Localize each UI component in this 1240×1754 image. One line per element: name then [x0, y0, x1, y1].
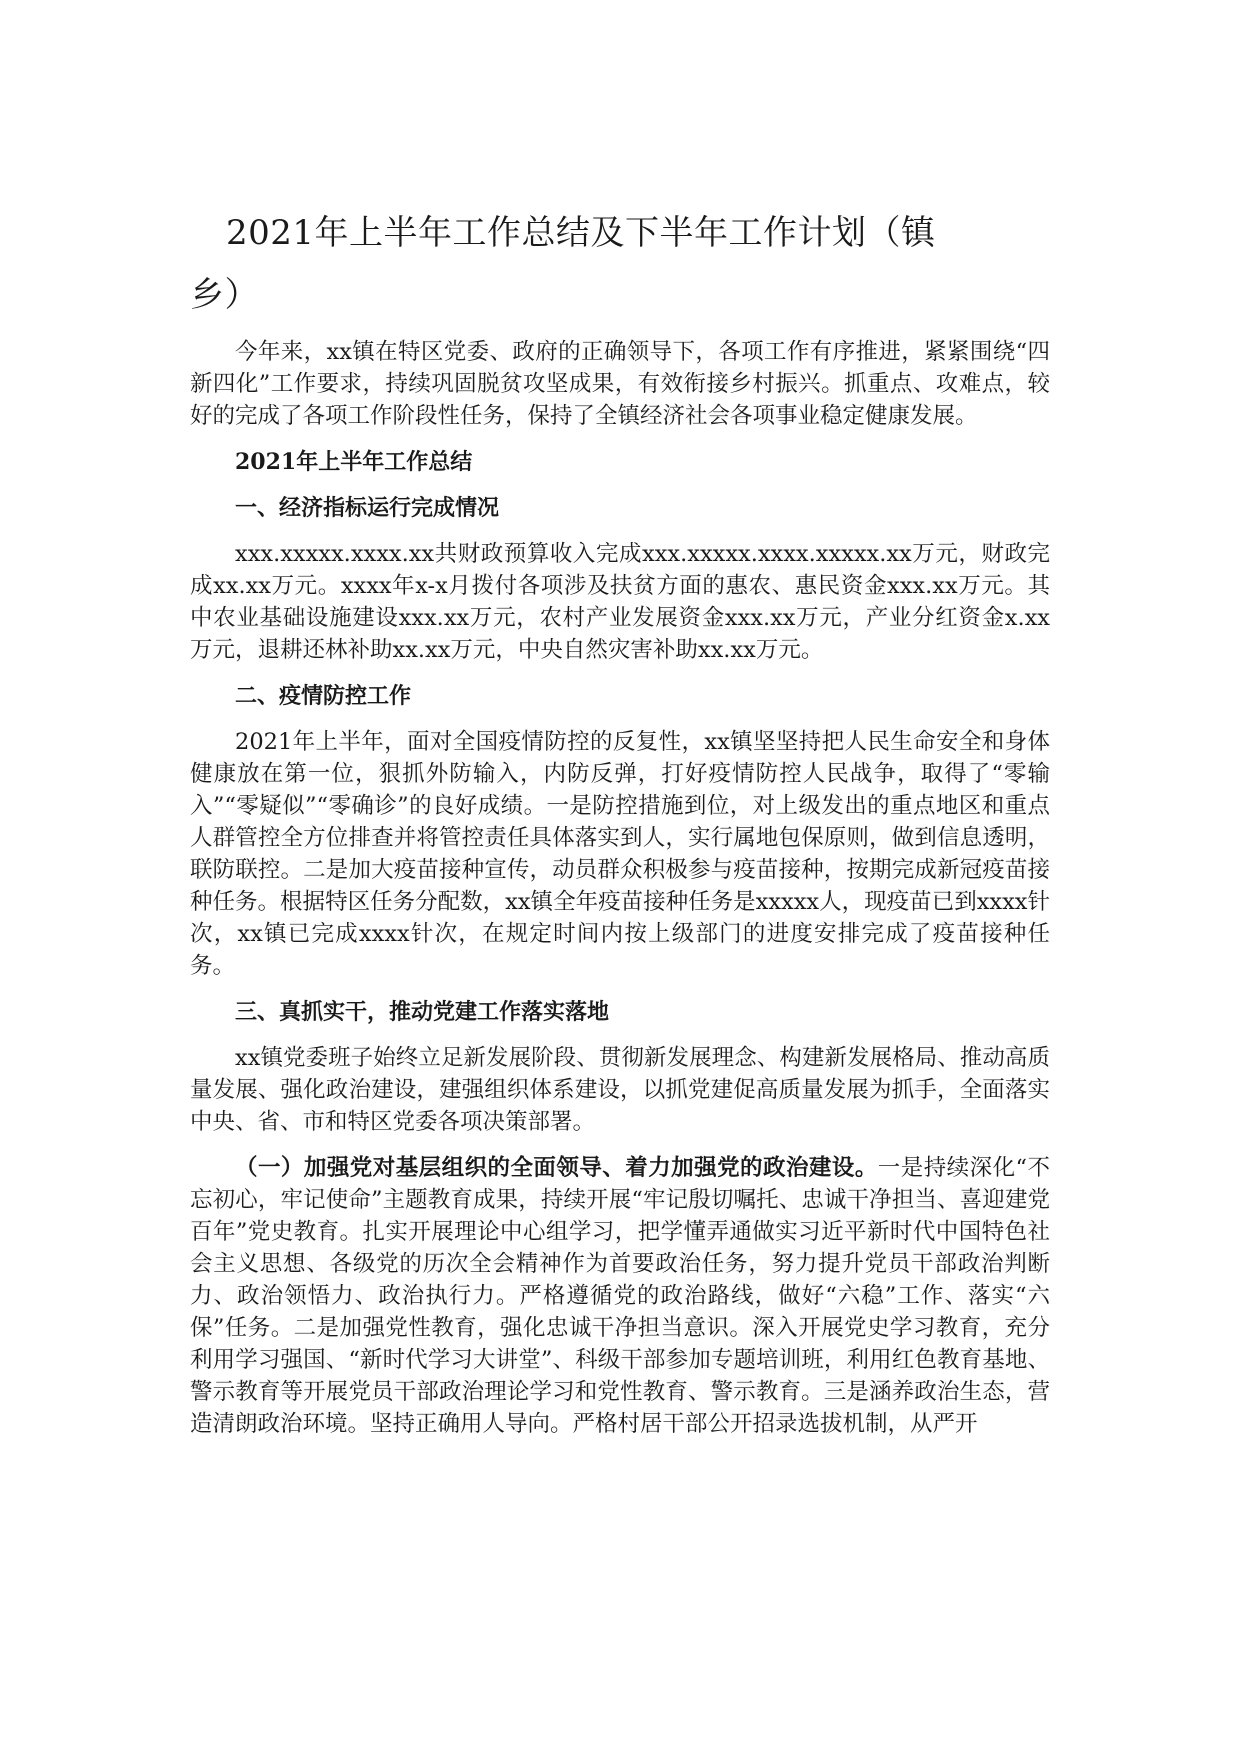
intro-paragraph: 今年来，xx镇在特区党委、政府的正确领导下，各项工作有序推进，紧紧围绕“四新四化”工作要求，持续巩固脱贫攻坚成果，有效衔接乡村振兴。抓重点、攻难点，较好的完成了各项工作阶段性任务，保持了全镇经济社会各项事业稳定健康发展。 — [190, 339, 1050, 429]
subsection-1-paragraph — [190, 1152, 1050, 1440]
document-body — [190, 336, 1050, 1440]
summary-heading: 2021年上半年工作总结 — [235, 449, 473, 475]
document-title — [190, 202, 1070, 326]
title-line-2: 乡） — [190, 275, 259, 315]
section-3-paragraph: xx镇党委班子始终立足新发展阶段、贯彻新发展理念、构建新发展格局、推动高质量发展、强化政治建设，建强组织体系建设，以抓党建促高质量发展为抓手，全面落实中央、省、市和特区党委各项决策部署。 — [190, 1045, 1050, 1135]
section-1-paragraph: xxx.xxxxx.xxxx.xx共财政预算收入完成xxx.xxxxx.xxxx.xxxxx.xx万元，财政完成xx.xx万元。xxxx年x-x月拨付各项涉及扶贫方面的惠农、惠民资金xxx.xx万元。其中农业基础设施建设xxx.xx万元，农村产业发展资金xxx.xx万元，产业分红资金x.xx万元，退耕还林补助xx.xx万元，中央自然灾害补助xx.xx万元。 — [190, 541, 1050, 663]
section-2-heading: 二、疫情防控工作 — [235, 683, 412, 709]
title-line-1: 2021年上半年工作总结及下半年工作计划（镇 — [226, 213, 936, 253]
section-2-paragraph: 2021年上半年，面对全国疫情防控的反复性，xx镇坚坚持把人民生命安全和身体健康放在第一位，狠抓外防输入，内防反弹，打好疫情防控人民战争，取得了“零输入”“零疑似”“零确诊”的良好成绩。一是防控措施到位，对上级发出的重点地区和重点人群管控全方位排查并将管控责任具体落实到人，实行属地包保原则，做到信息透明，联防联控。二是加大疫苗接种宣传，动员群众积极参与疫苗接种，按期完成新冠疫苗接种任务。根据特区任务分配数，xx镇全年疫苗接种任务是xxxxx人，现疫苗已到xxxx针次，xx镇已完成xxxx针次，在规定时间内按上级部门的进度安排完成了疫苗接种任务。 — [190, 729, 1050, 979]
subsection-1-body: 一是持续深化“不忘初心，牢记使命”主题教育成果，持续开展“牢记殷切嘱托、忠诚干净担当、喜迎建党百年”党史教育。扎实开展理论中心组学习，把学懂弄通做实习近平新时代中国特色社会主义思想、各级党的历次全会精神作为首要政治任务，努力提升党员干部政治判断力、政治领悟力、政治执行力。严格遵循党的政治路线，做好“六稳”工作、落实“六保”任务。二是加强党性教育，强化忠诚干净担当意识。深入开展党史学习教育，充分利用学习强国、“新时代学习大讲堂”、科级干部参加专题培训班，利用红色教育基地、警示教育等开展党员干部政治理论学习和党性教育、警示教育。三是涵养政治生态，营造清朗政治环境。坚持正确用人导向。严格村居干部公开招录选拔机制，从严开 — [190, 1155, 1050, 1437]
section-1-heading: 一、经济指标运行完成情况 — [235, 495, 500, 521]
section-3-heading: 三、真抓实干，推动党建工作落实落地 — [235, 999, 610, 1025]
subsection-1-lead: （一）加强党对基层组织的全面领导、着力加强党的政治建设。 — [235, 1155, 878, 1181]
